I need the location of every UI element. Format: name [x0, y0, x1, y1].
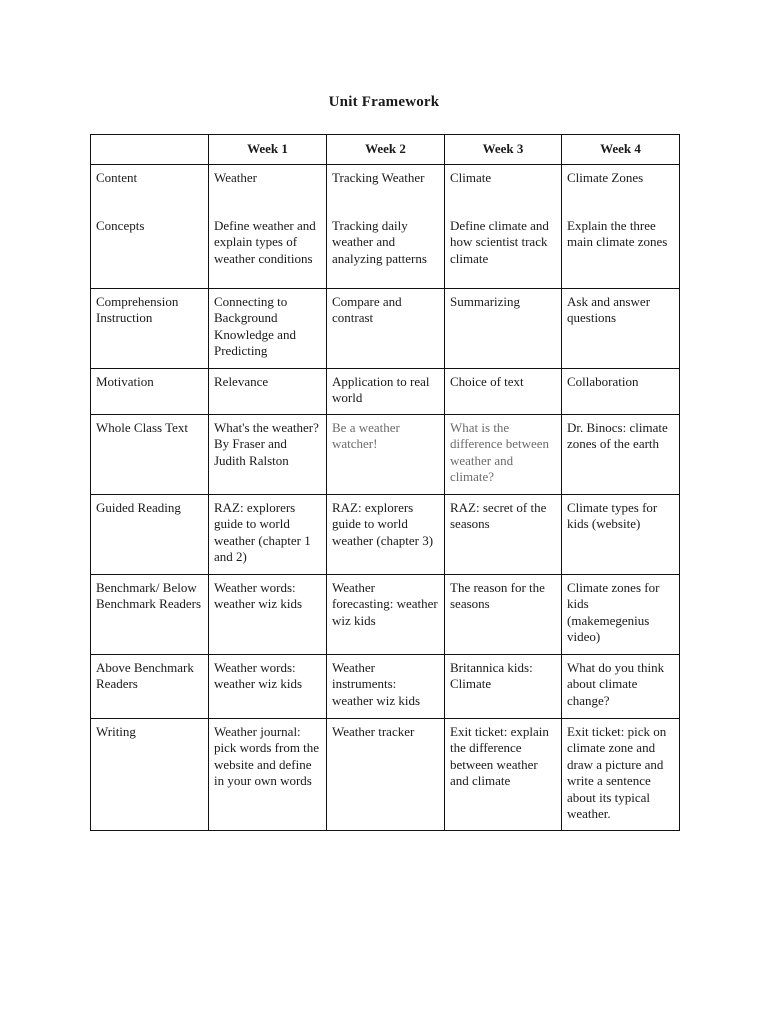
table-row-below-benchmark	[91, 575, 680, 655]
cell-whole-class-text-week-1: What's the weather? By Fraser and Judith Ralston	[209, 415, 327, 495]
cell-concepts-week-3: Define climate and how scientist track climate	[450, 218, 549, 266]
cell-writing-week-3: Exit ticket: explain the difference between weather and climate	[445, 719, 562, 831]
cell-content-week-3: Climate	[450, 170, 492, 185]
cell-whole-class-text-week-4: Dr. Binocs: climate zones of the earth	[562, 415, 680, 495]
cell-whole-class-text-week-2: Be a weather watcher!	[327, 415, 445, 495]
cell-comprehension-week-2: Compare and contrast	[327, 289, 445, 369]
cell-week-2-content-concepts	[327, 165, 445, 289]
row-label-whole-class-text: Whole Class Text	[91, 415, 209, 495]
row-label-guided-reading: Guided Reading	[91, 495, 209, 575]
cell-below-benchmark-week-2: Weather forecasting: weather wiz kids	[327, 575, 445, 655]
cell-guided-reading-week-3: RAZ: secret of the seasons	[445, 495, 562, 575]
table-row-guided-reading	[91, 495, 680, 575]
table-row-content-concepts	[91, 165, 680, 289]
row-label-content: Content	[96, 170, 138, 185]
cell-below-benchmark-week-4: Climate zones for kids (makemegenius video)	[562, 575, 680, 655]
row-label-content-concepts	[91, 165, 209, 289]
row-label-above-benchmark: Above Benchmark Readers	[91, 655, 209, 719]
cell-above-benchmark-week-4: What do you think about climate change?	[562, 655, 680, 719]
cell-concepts-week-4: Explain the three main climate zones	[567, 218, 668, 250]
header-week-4: Week 4	[562, 135, 680, 165]
table-row-motivation	[91, 369, 680, 415]
table-row-whole-class-text	[91, 415, 680, 495]
cell-week-3-content-concepts	[445, 165, 562, 289]
cell-comprehension-week-4: Ask and answer questions	[562, 289, 680, 369]
cell-above-benchmark-week-3: Britannica kids: Climate	[445, 655, 562, 719]
cell-content-week-4: Climate Zones	[567, 170, 644, 185]
cell-motivation-week-1: Relevance	[209, 369, 327, 415]
cell-motivation-week-2: Application to real world	[327, 369, 445, 415]
cell-content-week-1: Weather	[214, 170, 257, 185]
row-label-concepts: Concepts	[96, 218, 145, 233]
cell-content-week-2: Tracking Weather	[332, 170, 425, 185]
header-row	[91, 135, 680, 165]
table-row-writing	[91, 719, 680, 831]
cell-below-benchmark-week-3: The reason for the seasons	[445, 575, 562, 655]
cell-week-4-content-concepts	[562, 165, 680, 289]
cell-motivation-week-3: Choice of text	[445, 369, 562, 415]
row-label-writing: Writing	[91, 719, 209, 831]
cell-whole-class-text-week-3: What is the difference between weather and climate?	[445, 415, 562, 495]
cell-above-benchmark-week-2: Weather instruments: weather wiz kids	[327, 655, 445, 719]
cell-writing-week-1: Weather journal: pick words from the website and define in your own words	[209, 719, 327, 831]
cell-below-benchmark-week-1: Weather words: weather wiz kids	[209, 575, 327, 655]
cell-guided-reading-week-2: RAZ: explorers guide to world weather (chapter 3)	[327, 495, 445, 575]
header-week-1: Week 1	[209, 135, 327, 165]
cell-week-1-content-concepts	[209, 165, 327, 289]
table-row-above-benchmark	[91, 655, 680, 719]
cell-guided-reading-week-4: Climate types for kids (website)	[562, 495, 680, 575]
cell-writing-week-4: Exit ticket: pick on climate zone and draw a picture and write a sentence about its typical weather.	[562, 719, 680, 831]
row-label-motivation: Motivation	[91, 369, 209, 415]
cell-motivation-week-4: Collaboration	[562, 369, 680, 415]
cell-above-benchmark-week-1: Weather words: weather wiz kids	[209, 655, 327, 719]
row-label-below-benchmark: Benchmark/ Below Benchmark Readers	[91, 575, 209, 655]
header-corner-cell	[91, 135, 209, 165]
unit-framework-table	[90, 134, 680, 831]
cell-concepts-week-2: Tracking daily weather and analyzing patterns	[332, 218, 427, 266]
header-week-2: Week 2	[327, 135, 445, 165]
document-title: Unit Framework	[328, 94, 440, 110]
row-label-comprehension: Comprehension Instruction	[91, 289, 209, 369]
table-row-comprehension	[91, 289, 680, 369]
header-week-3: Week 3	[445, 135, 562, 165]
cell-writing-week-2: Weather tracker	[327, 719, 445, 831]
cell-comprehension-week-3: Summarizing	[445, 289, 562, 369]
cell-concepts-week-1: Define weather and explain types of weather conditions	[214, 218, 316, 266]
cell-guided-reading-week-1: RAZ: explorers guide to world weather (chapter 1 and 2)	[209, 495, 327, 575]
cell-comprehension-week-1: Connecting to Background Knowledge and Predicting	[209, 289, 327, 369]
